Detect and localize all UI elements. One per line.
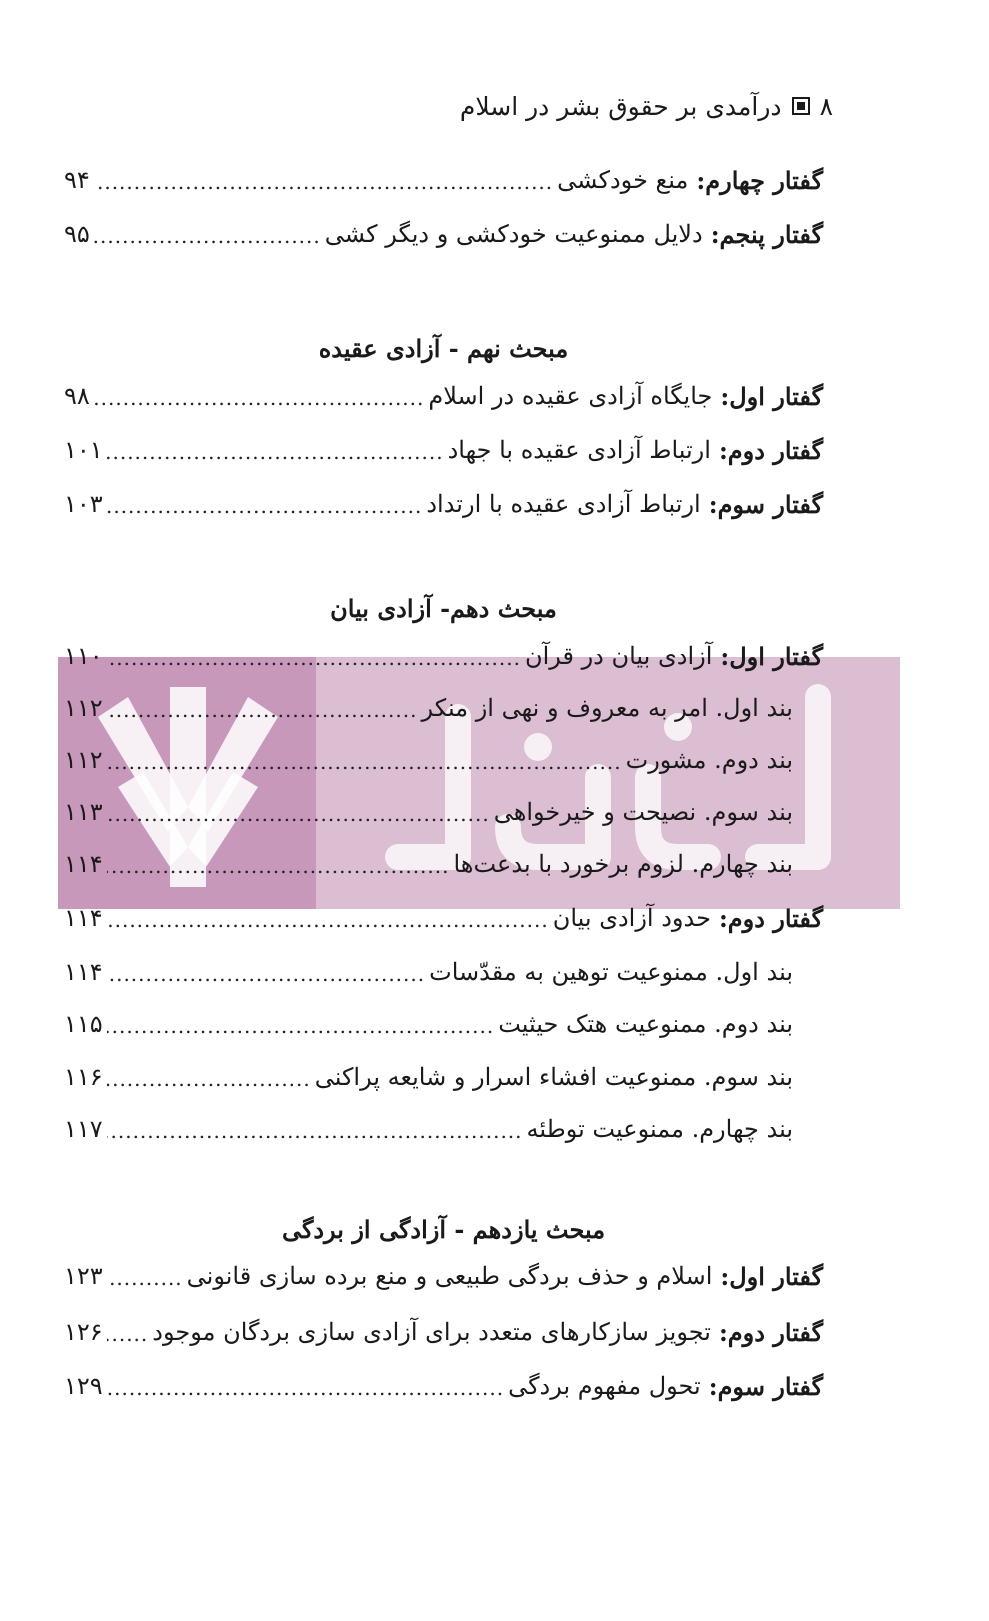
toc-entry-title: دلایل ممنوعیت خودکشی و دیگر کشی: [324, 220, 703, 248]
toc-entry-label: گفتار چهارم:: [696, 165, 823, 195]
toc-page-number: ۱۰۱: [64, 436, 103, 464]
toc-entry-label: گفتار دوم:: [718, 435, 823, 465]
toc-page-number: ۹۴: [64, 166, 90, 194]
toc-entry-label: گفتار سوم:: [708, 1371, 823, 1401]
toc-entry-title: بند اول. امر به معروف و نهی از منکر: [421, 694, 793, 722]
leader-dots: [107, 1016, 495, 1046]
toc-page-number: ۱۱۳: [64, 798, 103, 826]
page-number: ۸: [819, 91, 833, 121]
toc-page-number: ۱۲۹: [64, 1372, 103, 1400]
toc-page-number: ۱۱۴: [64, 850, 103, 878]
toc-entry-title: بند اول. ممنوعیت توهین به مقدّسات: [429, 958, 793, 986]
toc-page-number: ۱۱۷: [64, 1115, 103, 1143]
leader-dots: [107, 1324, 149, 1354]
toc-entry-title: آزادی بیان در قرآن: [524, 642, 713, 670]
leader-dots: [107, 856, 450, 886]
toc-subentry[interactable]: [64, 842, 793, 886]
toc-entry-label: گفتار دوم:: [718, 903, 823, 933]
toc-subentry[interactable]: [64, 950, 793, 994]
toc-entry-title: بند دوم. ممنوعیت هتک حیثیت: [498, 1010, 793, 1038]
toc-page-number: ۹۸: [64, 382, 90, 410]
toc-page-number: ۱۲۶: [64, 1318, 103, 1346]
toc-entry[interactable]: [64, 212, 823, 256]
toc-entry-label: گفتار اول:: [720, 1261, 823, 1291]
toc-entry-title: جایگاه آزادی عقیده در اسلام: [428, 382, 713, 410]
toc-entry-title: ارتباط آزادی عقیده با ارتداد: [426, 490, 701, 518]
toc-page-number: ۱۱۵: [64, 1010, 103, 1038]
leader-dots: [107, 804, 490, 834]
toc-page-number: ۱۱۶: [64, 1063, 103, 1091]
book-title: درآمدی بر حقوق بشر در اسلام: [459, 91, 782, 121]
toc-entry[interactable]: [64, 482, 823, 526]
leader-dots: [107, 700, 418, 730]
leader-dots: [107, 442, 444, 472]
toc-subentry[interactable]: [64, 1055, 793, 1099]
toc-entry-title: حدود آزادی بیان: [552, 904, 711, 932]
toc-entry[interactable]: [64, 158, 823, 202]
toc-entry-label: گفتار دوم:: [718, 1317, 823, 1347]
toc-entry[interactable]: [64, 1310, 823, 1354]
toc-entry[interactable]: [64, 1254, 823, 1298]
leader-dots: [94, 172, 553, 202]
leader-dots: [107, 648, 521, 678]
toc-entry-label: گفتار اول:: [720, 381, 823, 411]
square-bullet-icon: [792, 97, 810, 115]
toc-entry[interactable]: [64, 1364, 823, 1408]
leader-dots: [107, 752, 622, 782]
toc-entry[interactable]: [64, 634, 823, 678]
running-header: [400, 86, 833, 126]
toc-entry[interactable]: [64, 374, 823, 418]
leader-dots: [94, 226, 321, 256]
toc-page-number: ۱۱۲: [64, 694, 103, 722]
section-heading: مبحث دهم- آزادی بیان: [330, 593, 557, 623]
leader-dots: [107, 1121, 523, 1151]
leader-dots: [107, 910, 549, 940]
toc-subentry[interactable]: [64, 790, 793, 834]
toc-entry-label: گفتار پنجم:: [710, 219, 823, 249]
toc-subentry[interactable]: [64, 738, 793, 782]
toc-entry-label: گفتار سوم:: [708, 489, 823, 519]
toc-entry-title: منع خودکشی: [557, 166, 689, 194]
leader-dots: [107, 1378, 504, 1408]
toc-page-number: ۱۱۰: [64, 642, 103, 670]
toc-entry-title: تجویز سازکارهای متعدد برای آزادی سازی بردگان موجود: [152, 1318, 711, 1346]
toc-page-number: ۱۱۴: [64, 904, 103, 932]
toc-subentry[interactable]: [64, 1107, 793, 1151]
toc-entry-label: گفتار اول:: [720, 641, 823, 671]
toc-page-number: ۱۲۳: [64, 1262, 103, 1290]
leader-dots: [107, 1268, 183, 1298]
leader-dots: [107, 496, 423, 526]
toc-page-number: ۱۱۴: [64, 958, 103, 986]
toc-entry[interactable]: [64, 428, 823, 472]
toc-entry-title: بند سوم. نصیحت و خیرخواهی: [493, 798, 793, 826]
toc-entry-title: بند چهارم. ممنوعیت توطئه: [526, 1115, 793, 1143]
section-heading: مبحث نهم - آزادی عقیده: [318, 333, 569, 363]
toc-subentry[interactable]: [64, 1002, 793, 1046]
toc-entry-title: اسلام و حذف بردگی طبیعی و منع برده سازی قانونی: [186, 1262, 713, 1290]
toc-entry-title: بند چهارم. لزوم برخورد با بدعت‌ها: [453, 850, 793, 878]
toc-entry-title: ارتباط آزادی عقیده با جهاد: [447, 436, 711, 464]
toc-entry-title: تحول مفهوم بردگی: [508, 1372, 701, 1400]
toc-entry[interactable]: [64, 896, 823, 940]
toc-page-number: ۱۰۳: [64, 490, 103, 518]
section-heading: مبحث یازدهم - آزادگی از بردگی: [281, 1214, 606, 1244]
leader-dots: [107, 964, 425, 994]
leader-dots: [107, 1069, 311, 1099]
toc-subentry[interactable]: [64, 686, 793, 730]
toc-page-number: ۹۵: [64, 220, 90, 248]
toc-entry-title: بند دوم. مشورت: [625, 746, 793, 774]
toc-entry-title: بند سوم. ممنوعیت افشاء اسرار و شایعه پراکنی: [314, 1063, 793, 1091]
toc-page-number: ۱۱۲: [64, 746, 103, 774]
leader-dots: [94, 388, 425, 418]
